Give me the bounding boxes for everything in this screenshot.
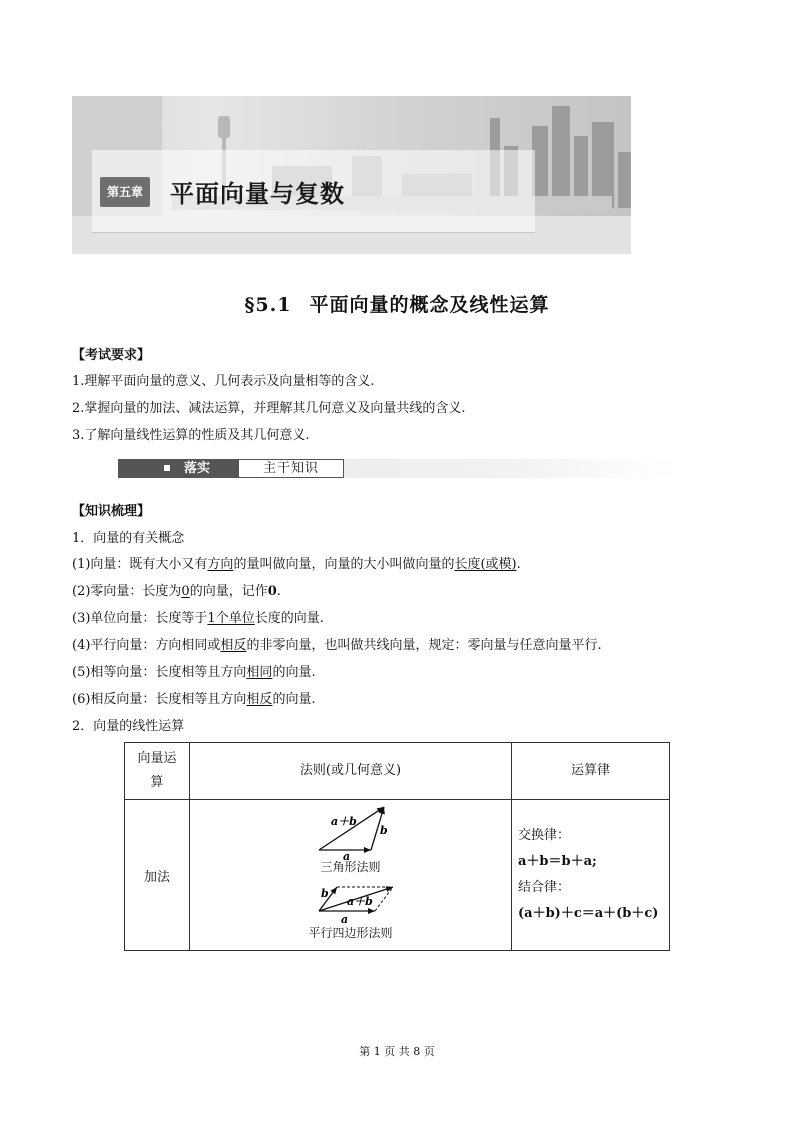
section-number: §5.1 bbox=[244, 294, 292, 316]
operation-name: 加法 bbox=[125, 800, 190, 951]
concept-key-term: 相反 bbox=[246, 692, 273, 707]
commutative-law-formula: a＋b＝b＋a; bbox=[518, 854, 597, 869]
header-operation-line1: 向量运 bbox=[137, 751, 177, 766]
triangle-label-a: a bbox=[343, 850, 351, 863]
triangle-rule-caption: 三角形法则 bbox=[320, 860, 381, 874]
triangle-label-b: b bbox=[380, 824, 388, 837]
concept-text: 的向量. bbox=[272, 665, 316, 680]
triangle-vector-sum bbox=[319, 807, 384, 850]
concept-unit-vector bbox=[72, 607, 324, 626]
parallelogram-label-b: b bbox=[321, 887, 329, 900]
concept-text: (3)单位向量：长度等于 bbox=[72, 611, 208, 626]
section-bar-dark-label: 落实 bbox=[184, 461, 211, 476]
associative-law-title: 结合律： bbox=[518, 880, 571, 895]
table-row bbox=[125, 800, 670, 951]
concept-vector bbox=[72, 553, 521, 572]
header-operation bbox=[125, 743, 190, 800]
knowledge-heading: 【知识梳理】 bbox=[72, 504, 151, 519]
concept-key-term: 0 bbox=[181, 584, 190, 599]
concept-zero-vector bbox=[72, 580, 281, 599]
table-header-row bbox=[125, 743, 670, 800]
chapter-title: 平面向量与复数 bbox=[170, 180, 345, 208]
page-footer: 第 1 页 共 8 页 bbox=[359, 1045, 435, 1058]
chapter-badge: 第五章 bbox=[100, 177, 150, 207]
concept-opposite-vector bbox=[72, 688, 316, 707]
concept-text: . bbox=[276, 584, 281, 599]
concept-key-term: 相同 bbox=[246, 665, 273, 680]
concept-text: (1)向量：既有大小又有 bbox=[72, 557, 208, 572]
associative-law-formula: (a＋b)＋c＝a＋(b＋c) bbox=[518, 906, 659, 921]
concept-text: (5)相等向量：长度相等且方向 bbox=[72, 665, 247, 680]
concept-text: 的向量. bbox=[272, 692, 316, 707]
point-2-title: 2．向量的线性运算 bbox=[72, 719, 185, 734]
header-law: 运算律 bbox=[512, 743, 670, 800]
laws-cell bbox=[512, 800, 670, 951]
concept-text: 的非零向量，也叫做共线向量，规定：零向量与任意向量平行. bbox=[246, 638, 602, 653]
concept-key-term: 长度(或模) bbox=[454, 557, 517, 572]
zero-vector-symbol: 0 bbox=[267, 584, 277, 599]
section-title-text: 平面向量的概念及线性运算 bbox=[309, 294, 550, 316]
header-rule: 法则(或几何意义) bbox=[190, 743, 512, 800]
triangle-label-sum: a＋b bbox=[331, 815, 357, 828]
commutative-law-title: 交换律： bbox=[518, 828, 571, 843]
concept-key-term: 方向 bbox=[207, 557, 234, 572]
requirement-item: 2.掌握向量的加法、减法运算，并理解其几何意义及向量共线的含义. bbox=[72, 401, 466, 416]
concept-key-term: 相反 bbox=[220, 638, 247, 653]
rule-diagrams-cell bbox=[190, 800, 512, 951]
requirements-heading: 【考试要求】 bbox=[72, 348, 151, 363]
point-1-title: 1．向量的有关概念 bbox=[72, 531, 185, 546]
parallelogram-label-a: a bbox=[341, 913, 349, 926]
concept-equal-vector bbox=[72, 661, 316, 680]
parallelogram-label-sum: a＋b bbox=[347, 895, 373, 908]
requirement-item: 3.了解向量线性运算的性质及其几何意义. bbox=[72, 428, 310, 443]
section-bar-dark bbox=[118, 459, 238, 478]
parallelogram-rule-caption: 平行四边形法则 bbox=[308, 926, 393, 940]
concept-key-term: 1个单位 bbox=[207, 611, 255, 626]
concept-text: (6)相反向量：长度相等且方向 bbox=[72, 692, 247, 707]
concept-text: 的向量，记作 bbox=[189, 584, 268, 599]
linear-operations-table bbox=[124, 742, 670, 951]
section-bar-light-label: 主干知识 bbox=[238, 459, 344, 478]
concept-text: 长度的向量. bbox=[254, 611, 324, 626]
addition-diagrams bbox=[191, 801, 510, 949]
square-bullet-icon bbox=[164, 465, 170, 471]
concept-text: . bbox=[516, 557, 521, 572]
requirement-item: 1.理解平面向量的意义、几何表示及向量相等的含义. bbox=[72, 374, 375, 389]
concept-parallel-vector bbox=[72, 634, 602, 653]
concept-text: 的量叫做向量，向量的大小叫做向量的 bbox=[233, 557, 455, 572]
section-title bbox=[0, 290, 794, 317]
concept-text: (4)平行向量：方向相同或 bbox=[72, 638, 221, 653]
header-operation-line2: 算 bbox=[150, 775, 164, 790]
concept-text: (2)零向量：长度为 bbox=[72, 584, 182, 599]
